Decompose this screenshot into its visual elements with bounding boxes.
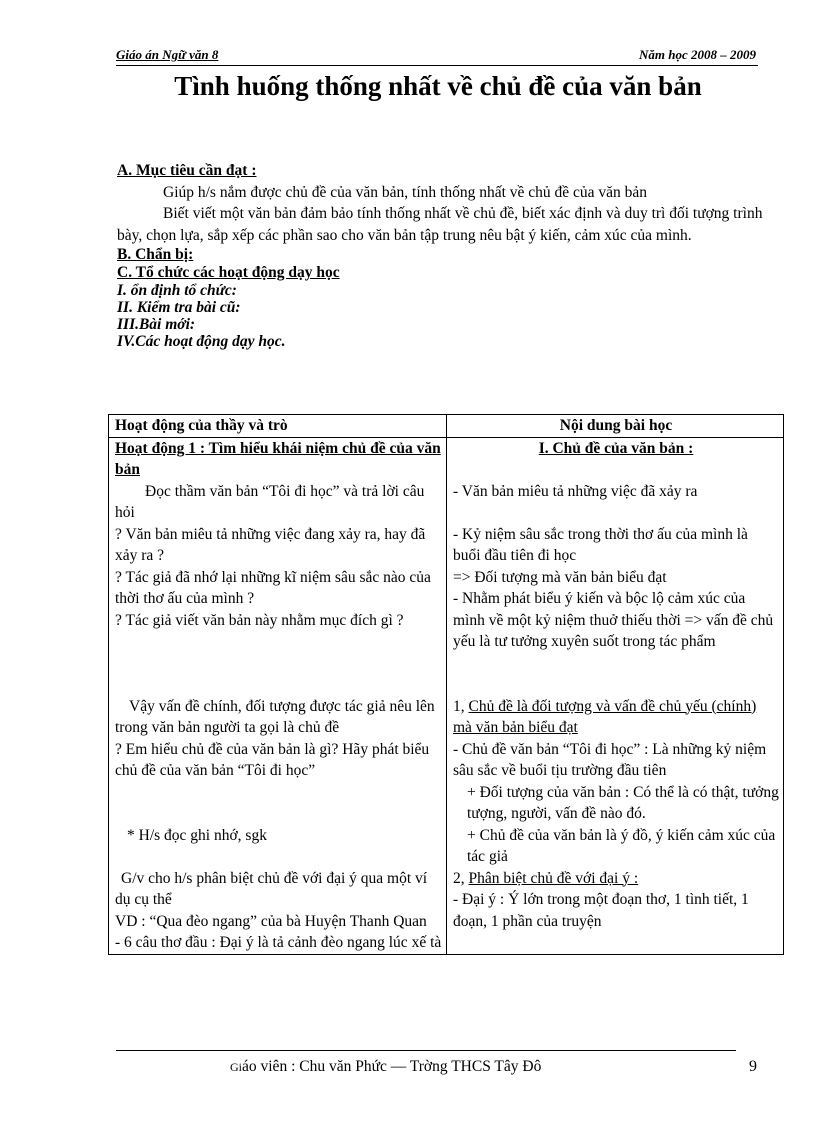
activity-comparison: G/v cho h/s phân biệt chủ đề với đại ý qua một ví dụ cụ thể VD : “Qua đèo ngang” của bà Huyện Thanh Quan - 6 câu thơ đầu : Đại ý là tả cảnh đèo ngang lúc xế tà — [115, 869, 442, 951]
content-point: - Đại ý : Ý lớn trong một đoạn thơ, 1 tình tiết, 1 đoạn, 1 phần của truyện — [453, 891, 749, 930]
content-point: + Chủ đề của văn bản là ý đồ, ý kiến cảm xúc của tác giả — [467, 826, 776, 865]
activity-topic-explanation: Vậy vấn đề chính, đối tượng được tác giả nêu lên trong văn bản người ta gọi là chủ đề ? Em hiểu chủ đề của văn bản là gì? Hãy phát biểu chủ đề của văn bản “Tôi đi học” — [115, 697, 435, 779]
footer-author: Giáo viên : Chu văn Phức — Trờng THCS Tây Đô — [230, 1058, 542, 1075]
section-a-paragraph-2: Biết viết một văn bản đảm bảo tính thống nhất về chủ đề, biết xác định và duy trì đối tượng trình bày, chọn lựa, sắp xếp các phần sao cho văn bản tập trung nêu bật ý kiến, cảm xúc của mình. — [117, 205, 763, 244]
activity-questions: Đọc thầm văn bản “Tôi đi học” và trả lời câu hỏi ? Văn bản miêu tả những việc đang xảy ra, hay đã xảy ra ? ? Tác giả đã nhớ lại những kĩ niệm sâu sắc nào của thời thơ ấu của mình ? ? Tác giả viết văn bản này nhằm mục đích gì ? — [115, 482, 431, 629]
page-header — [116, 47, 758, 66]
content-subheading-2: 2, Phân biệt chủ đề với đại ý : — [453, 869, 639, 887]
table-row — [109, 437, 784, 954]
intro-section — [117, 160, 767, 350]
column-header-content: Nội dung bài học — [447, 415, 784, 438]
section-a-paragraph-1: Giúp h/s nắm được chủ đề của văn bản, tính thống nhất về chủ đề của văn bản — [163, 183, 648, 201]
content-point: + Đối tượng của văn bản : Có thể là có thật, tưởng tượng, người, vấn đề nào đó. — [467, 783, 779, 822]
section-c-item: IV.Các hoạt động dạy học. — [117, 333, 286, 350]
section-c-heading: C. Tổ chức các hoạt động dạy học — [117, 264, 340, 281]
activity-note: * H/s đọc ghi nhớ, sgk — [127, 826, 267, 844]
content-answer-2: - Kỷ niệm sâu sắc trong thời thơ ấu của mình là buổi đầu tiên đi học => Đối tượng mà văn bản biểu đạt - Nhằm phát biểu ý kiến và bộc lộ cảm xúc của mình về một kỷ niệm thuở thiếu thời => vấn đề chủ yếu là tư tưởng xuyên suốt trong tác phẩm — [453, 525, 774, 650]
section-c-item: III.Bài mới: — [117, 316, 196, 333]
section-b-heading: B. Chẩn bị: — [117, 246, 194, 263]
activities-cell — [109, 437, 447, 954]
activity-heading: Hoạt động 1 : Tìm hiểu khái niệm chủ đề của văn bản — [115, 439, 441, 478]
content-cell — [447, 437, 784, 954]
section-c-item: II. Kiểm tra bài cũ: — [117, 299, 241, 316]
document-title: Tình huống thống nhất về chủ đề của văn bản — [174, 71, 702, 101]
header-right: Năm học 2008 – 2009 — [639, 47, 756, 62]
content-answer-1: - Văn bản miêu tả những việc đã xảy ra — [453, 482, 698, 500]
header-left: Giáo án Ngữ văn 8 — [116, 47, 219, 62]
page-number: 9 — [749, 1058, 757, 1075]
footer-rule — [116, 1050, 736, 1051]
section-a-heading: A. Mục tiêu cần đạt : — [117, 162, 257, 179]
lesson-table — [108, 414, 784, 955]
table-header-row — [109, 415, 784, 438]
content-point: - Chủ đề văn bản “Tôi đi học” : Là những kỷ niệm sâu sắc về buổi tịu trường đầu tiên — [453, 740, 767, 779]
section-c-item: I. ổn định tổ chức: — [117, 282, 237, 299]
content-heading: I. Chủ đề của văn bản : — [538, 439, 694, 457]
content-subheading-1: 1, Chủ đề là đối tượng và vấn đề chủ yếu (chính) mà văn bản biểu đạt — [453, 697, 757, 736]
column-header-activities: Hoạt động của thầy và trò — [109, 415, 447, 438]
